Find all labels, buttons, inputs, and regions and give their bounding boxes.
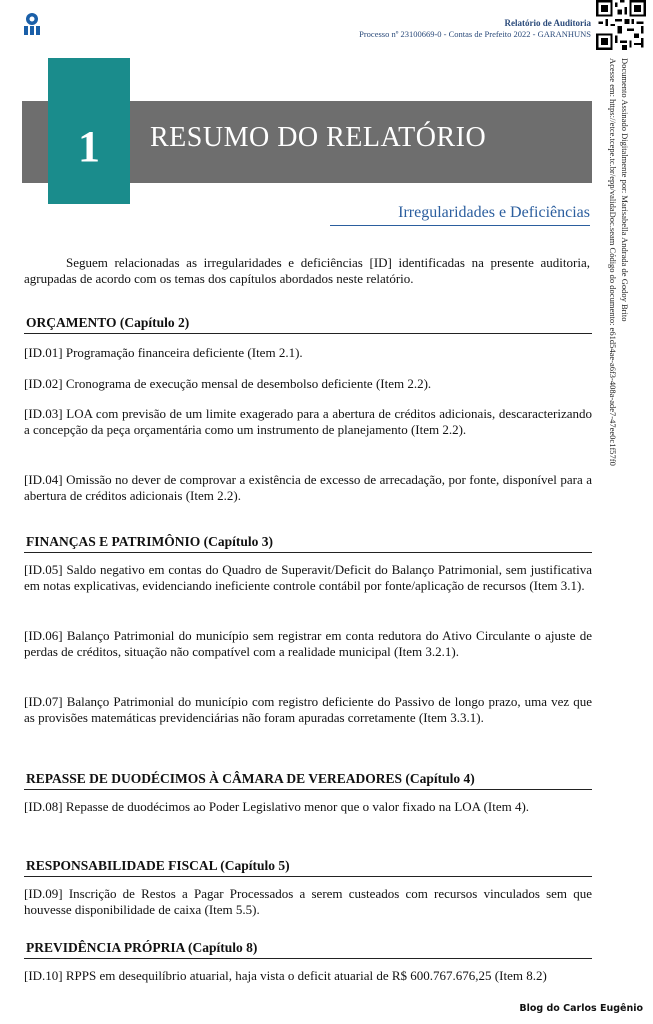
finding-item: [ID.07] Balanço Patrimonial do município com registro deficiente do Passivo de longo prazo, uma vez que as provisões matemáticas previdenciárias não foram apuradas corretamente (Item 3.3.1). [24,694,592,725]
document-header [359,18,591,40]
category-heading: REPASSE DE DUODÉCIMOS À CÂMARA DE VEREADORES (Capítulo 4) [24,771,592,790]
process-number: Processo nº 23100669-0 - Contas de Prefeito 2022 - GARANHUNS [359,29,591,39]
category-heading: PREVIDÊNCIA PRÓPRIA (Capítulo 8) [24,940,592,959]
blog-watermark: Blog do Carlos Eugênio [519,1003,643,1014]
report-title: Relatório de Auditoria [504,18,591,28]
category-heading: FINANÇAS E PATRIMÔNIO (Capítulo 3) [24,534,592,553]
finding-item: [ID.02] Cronograma de execução mensal de desembolso deficiente (Item 2.2). [24,376,432,391]
signature-line-2: Acesse em: https://etce.tcepe.tc.br/epp/validaDoc.seam Código do documento: e61d54ae-a6f3-408a-ade7-47ee0c1f57f0 [608,58,618,466]
tce-logo-icon [22,12,42,36]
finding-item: [ID.01] Programação financeira deficiente (Item 2.1). [24,345,303,360]
section-title: Irregularidades e Deficiências [398,204,590,221]
finding-item: [ID.03] LOA com previsão de um limite exagerado para a abertura de créditos adicionais, descaracterizando a concepção da peça orçamentária como um instrumento de planejamento (Item 2.2). [24,406,592,437]
chapter-title: RESUMO DO RELATÓRIO [150,122,487,153]
signature-line-1: Documento Assinado Digitalmente por: Marisabella Andrada de Godoy Brito [620,58,630,322]
finding-item: [ID.09] Inscrição de Restos a Pagar Processados a serem custeados com recursos vinculados sem que houvesse disponibilidade de caixa (Item 5.5). [24,886,592,917]
qr-code-icon [595,0,647,50]
category-heading: RESPONSABILIDADE FISCAL (Capítulo 5) [24,858,592,877]
finding-item: [ID.05] Saldo negativo em contas do Quadro de Superavit/Deficit do Balanço Patrimonial, sem justificativa em notas explicativas, evidenciando ineficiente controle contábil por fonte/aplicação de recursos (Item 3.1). [24,562,592,593]
finding-item: [ID.06] Balanço Patrimonial do município sem registrar em conta redutora do Ativo Circulante o ajuste de perdas de créditos, situação não compatível com a realidade municipal (Item 3.2.1). [24,628,592,659]
section-divider [330,225,590,226]
finding-item: [ID.08] Repasse de duodécimos ao Poder Legislativo menor que o valor fixado na LOA (Item 4). [24,799,530,814]
category-heading: ORÇAMENTO (Capítulo 2) [24,315,592,334]
finding-item: [ID.04] Omissão no dever de comprovar a existência de excesso de arrecadação, por fonte, disponível para a abertura de créditos adicionais (Item 2.2). [24,472,592,503]
intro-paragraph: Seguem relacionadas as irregularidades e deficiências [ID] identificadas na presente auditoria, agrupadas de acordo com os temas dos capítulos abordados neste relatório. [24,255,590,286]
finding-item: [ID.10] RPPS em desequilíbrio atuarial, haja vista o deficit atuarial de R$ 600.767.676,25 (Item 8.2) [24,968,547,983]
chapter-number: 1 [48,58,130,204]
digital-signature-notice [607,58,631,466]
